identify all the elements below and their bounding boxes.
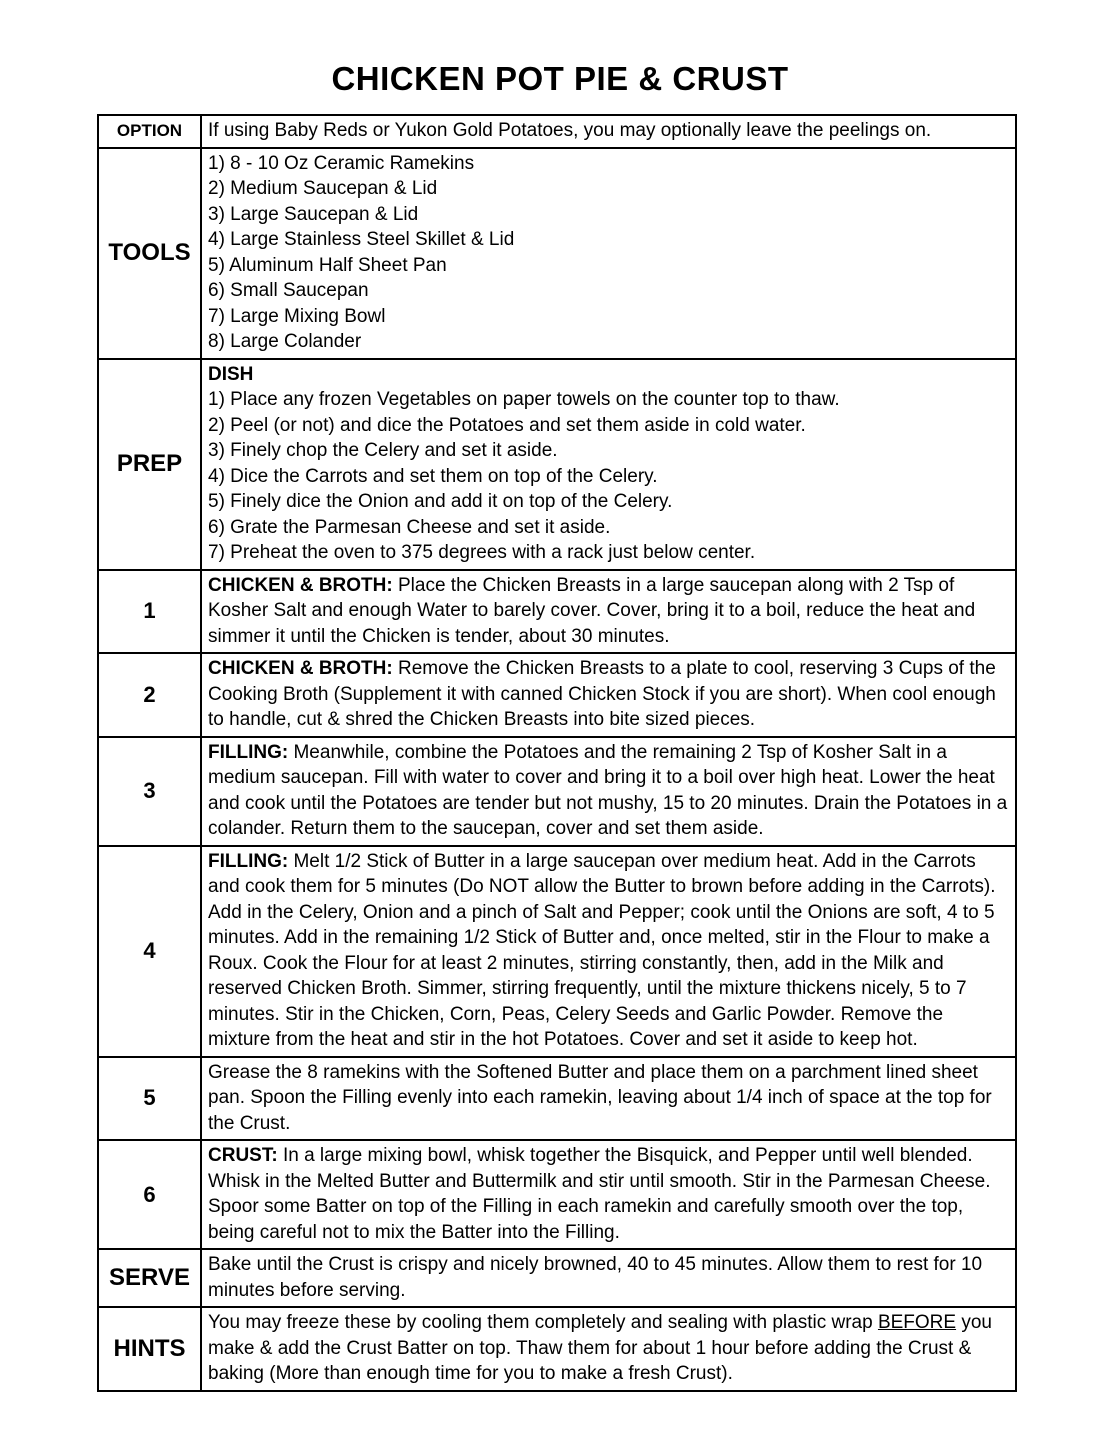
step-2-lead: CHICKEN & BROTH: [208, 658, 393, 679]
step-2-text: Remove the Chicken Breasts to a plate to cool, reserving 3 Cups of the Cooking Broth (Supplement it with canned Chicken Stock if you are short). When cool enough to handle, cut & shred the Chicken Breasts into bite sized pieces. [208, 658, 996, 730]
row-content-step-1 [201, 570, 1016, 654]
step-3-lead: FILLING: [208, 741, 289, 763]
tools-item: 2) Medium Saucepan & Lid [208, 178, 438, 199]
tools-item: 8) Large Colander [208, 331, 362, 352]
tools-item: 3) Large Saucepan & Lid [208, 203, 419, 225]
prep-heading: DISH [208, 363, 254, 385]
recipe-table [97, 114, 1017, 1392]
step-4-text: Melt 1/2 Stick of Butter in a large saucepan over medium heat. Add in the Carrots and cook them for 5 minutes (Do NOT allow the Butter to brown before adding in the Carrots). Add in the Celery, Onion and a pinch of Salt and Pepper; cook until the Onions are soft, 4 to 5 minutes. Add in the remaining 1/2 Stick of Butter and, once melted, stir in the Flour to make a Roux. Cook the Flour for at least 2 minutes, stirring constantly, then, add in the Milk and reserved Chicken Broth. Simmer, stirring frequently, until the mixture thickens nicely, 5 to 7 minutes. Stir in the Chicken, Corn, Peas, Celery Seeds and Garlic Powder. Remove the mixture from the heat and stir in the hot Potatoes. Cover and set it aside to keep hot. [208, 850, 996, 1050]
table-row-prep [98, 359, 1016, 570]
step-4-lead: FILLING: [208, 850, 289, 872]
table-row-step-5 [98, 1057, 1016, 1141]
table-row-tools [98, 148, 1016, 359]
row-content-step-6 [201, 1140, 1016, 1249]
prep-item: 4) Dice the Carrots and set them on top of the Celery. [208, 465, 658, 487]
row-label-step-6: 6 [98, 1140, 201, 1249]
step-1-text: Place the Chicken Breasts in a large saucepan along with 2 Tsp of Kosher Salt and enough Water to barely cover. Cover, bring it to a boil, reduce the heat and simmer it until the Chicken is tender, about 30 minutes. [208, 574, 976, 647]
step-1-lead: CHICKEN & BROTH: [208, 574, 393, 596]
row-content-step-3 [201, 737, 1016, 846]
table-row-step-4 [98, 846, 1016, 1057]
prep-item: 1) Place any frozen Vegetables on paper towels on the counter top to thaw. [208, 389, 840, 410]
table-row-step-3 [98, 737, 1016, 846]
row-content-serve [201, 1249, 1016, 1307]
row-label-tools: TOOLS [98, 148, 201, 359]
row-content-hints [201, 1307, 1016, 1391]
step-6-lead: CRUST: [208, 1145, 278, 1166]
row-label-step-4: 4 [98, 846, 201, 1057]
row-label-step-3: 3 [98, 737, 201, 846]
row-content-step-2 [201, 653, 1016, 737]
row-label-step-5: 5 [98, 1057, 201, 1141]
row-content-step-4 [201, 846, 1016, 1057]
tools-item: 4) Large Stainless Steel Skillet & Lid [208, 229, 515, 250]
row-content-prep [201, 359, 1016, 570]
step-6-text: In a large mixing bowl, whisk together the Bisquick, and Pepper until well blended. Whisk in the Melted Butter and Buttermilk and stir until smooth. Stir in the Parmesan Cheese. Spoor some Batter on top of the Filling in each ramekin and carefully smooth over the top, being careful not to mix the Batter into the Filling. [208, 1145, 991, 1243]
page-title: CHICKEN POT PIE & CRUST [331, 60, 789, 97]
row-content-tools [201, 148, 1016, 359]
hints-underlined-word: BEFORE [877, 1312, 957, 1333]
row-label-step-1: 1 [98, 570, 201, 654]
row-content-option [201, 115, 1016, 148]
row-label-hints: HINTS [98, 1307, 201, 1391]
row-content-step-5 [201, 1057, 1016, 1141]
row-label-serve: SERVE [98, 1249, 201, 1307]
table-row-hints [98, 1307, 1016, 1391]
table-row-step-2 [98, 653, 1016, 737]
step-5-text: Grease the 8 ramekins with the Softened Butter and place them on a parchment lined sheet pan. Spoon the Filling evenly into each ramekin, leaving about 1/4 inch of space at the top for the Crust. [208, 1061, 992, 1134]
prep-item: 3) Finely chop the Celery and set it aside. [208, 440, 558, 461]
serve-text: Bake until the Crust is crispy and nicely browned, 40 to 45 minutes. Allow them to rest for 10 minutes before serving. [208, 1254, 983, 1301]
table-row-serve [98, 1249, 1016, 1307]
hints-text-after: you make & add the Crust Batter on top. Thaw them for about 1 hour before adding the Crust & baking (More than enough time for you to make a fresh Crust). [208, 1312, 992, 1384]
step-3-text: Meanwhile, combine the Potatoes and the remaining 2 Tsp of Kosher Salt in a medium saucepan. Fill with water to cover and bring it to a boil over high heat. Lower the heat and cook until the Potatoes are tender but not mushy, 15 to 20 minutes. Drain the Potatoes in a colander. Return them to the saucepan, cover and set them aside. [208, 741, 1008, 839]
row-label-step-2: 2 [98, 653, 201, 737]
tools-item: 1) 8 - 10 Oz Ceramic Ramekins [208, 152, 475, 174]
tools-item: 7) Large Mixing Bowl [208, 305, 386, 327]
prep-item: 7) Preheat the oven to 375 degrees with a rack just below center. [208, 542, 756, 563]
tools-item: 6) Small Saucepan [208, 280, 369, 301]
table-row-step-1 [98, 570, 1016, 654]
table-row-step-6 [98, 1140, 1016, 1249]
hints-text-before: You may freeze these by cooling them completely and sealing with plastic wrap [208, 1312, 873, 1333]
option-text: If using Baby Reds or Yukon Gold Potatoes, you may optionally leave the peelings on. [208, 120, 932, 141]
tools-item: 5) Aluminum Half Sheet Pan [208, 254, 447, 276]
prep-item: 2) Peel (or not) and dice the Potatoes and set them aside in cold water. [208, 414, 806, 436]
table-row-option [98, 115, 1016, 148]
prep-item: 6) Grate the Parmesan Cheese and set it aside. [208, 516, 611, 538]
row-label-prep: PREP [98, 359, 201, 570]
row-label-option: OPTION [98, 115, 201, 148]
prep-item: 5) Finely dice the Onion and add it on top of the Celery. [208, 491, 673, 512]
